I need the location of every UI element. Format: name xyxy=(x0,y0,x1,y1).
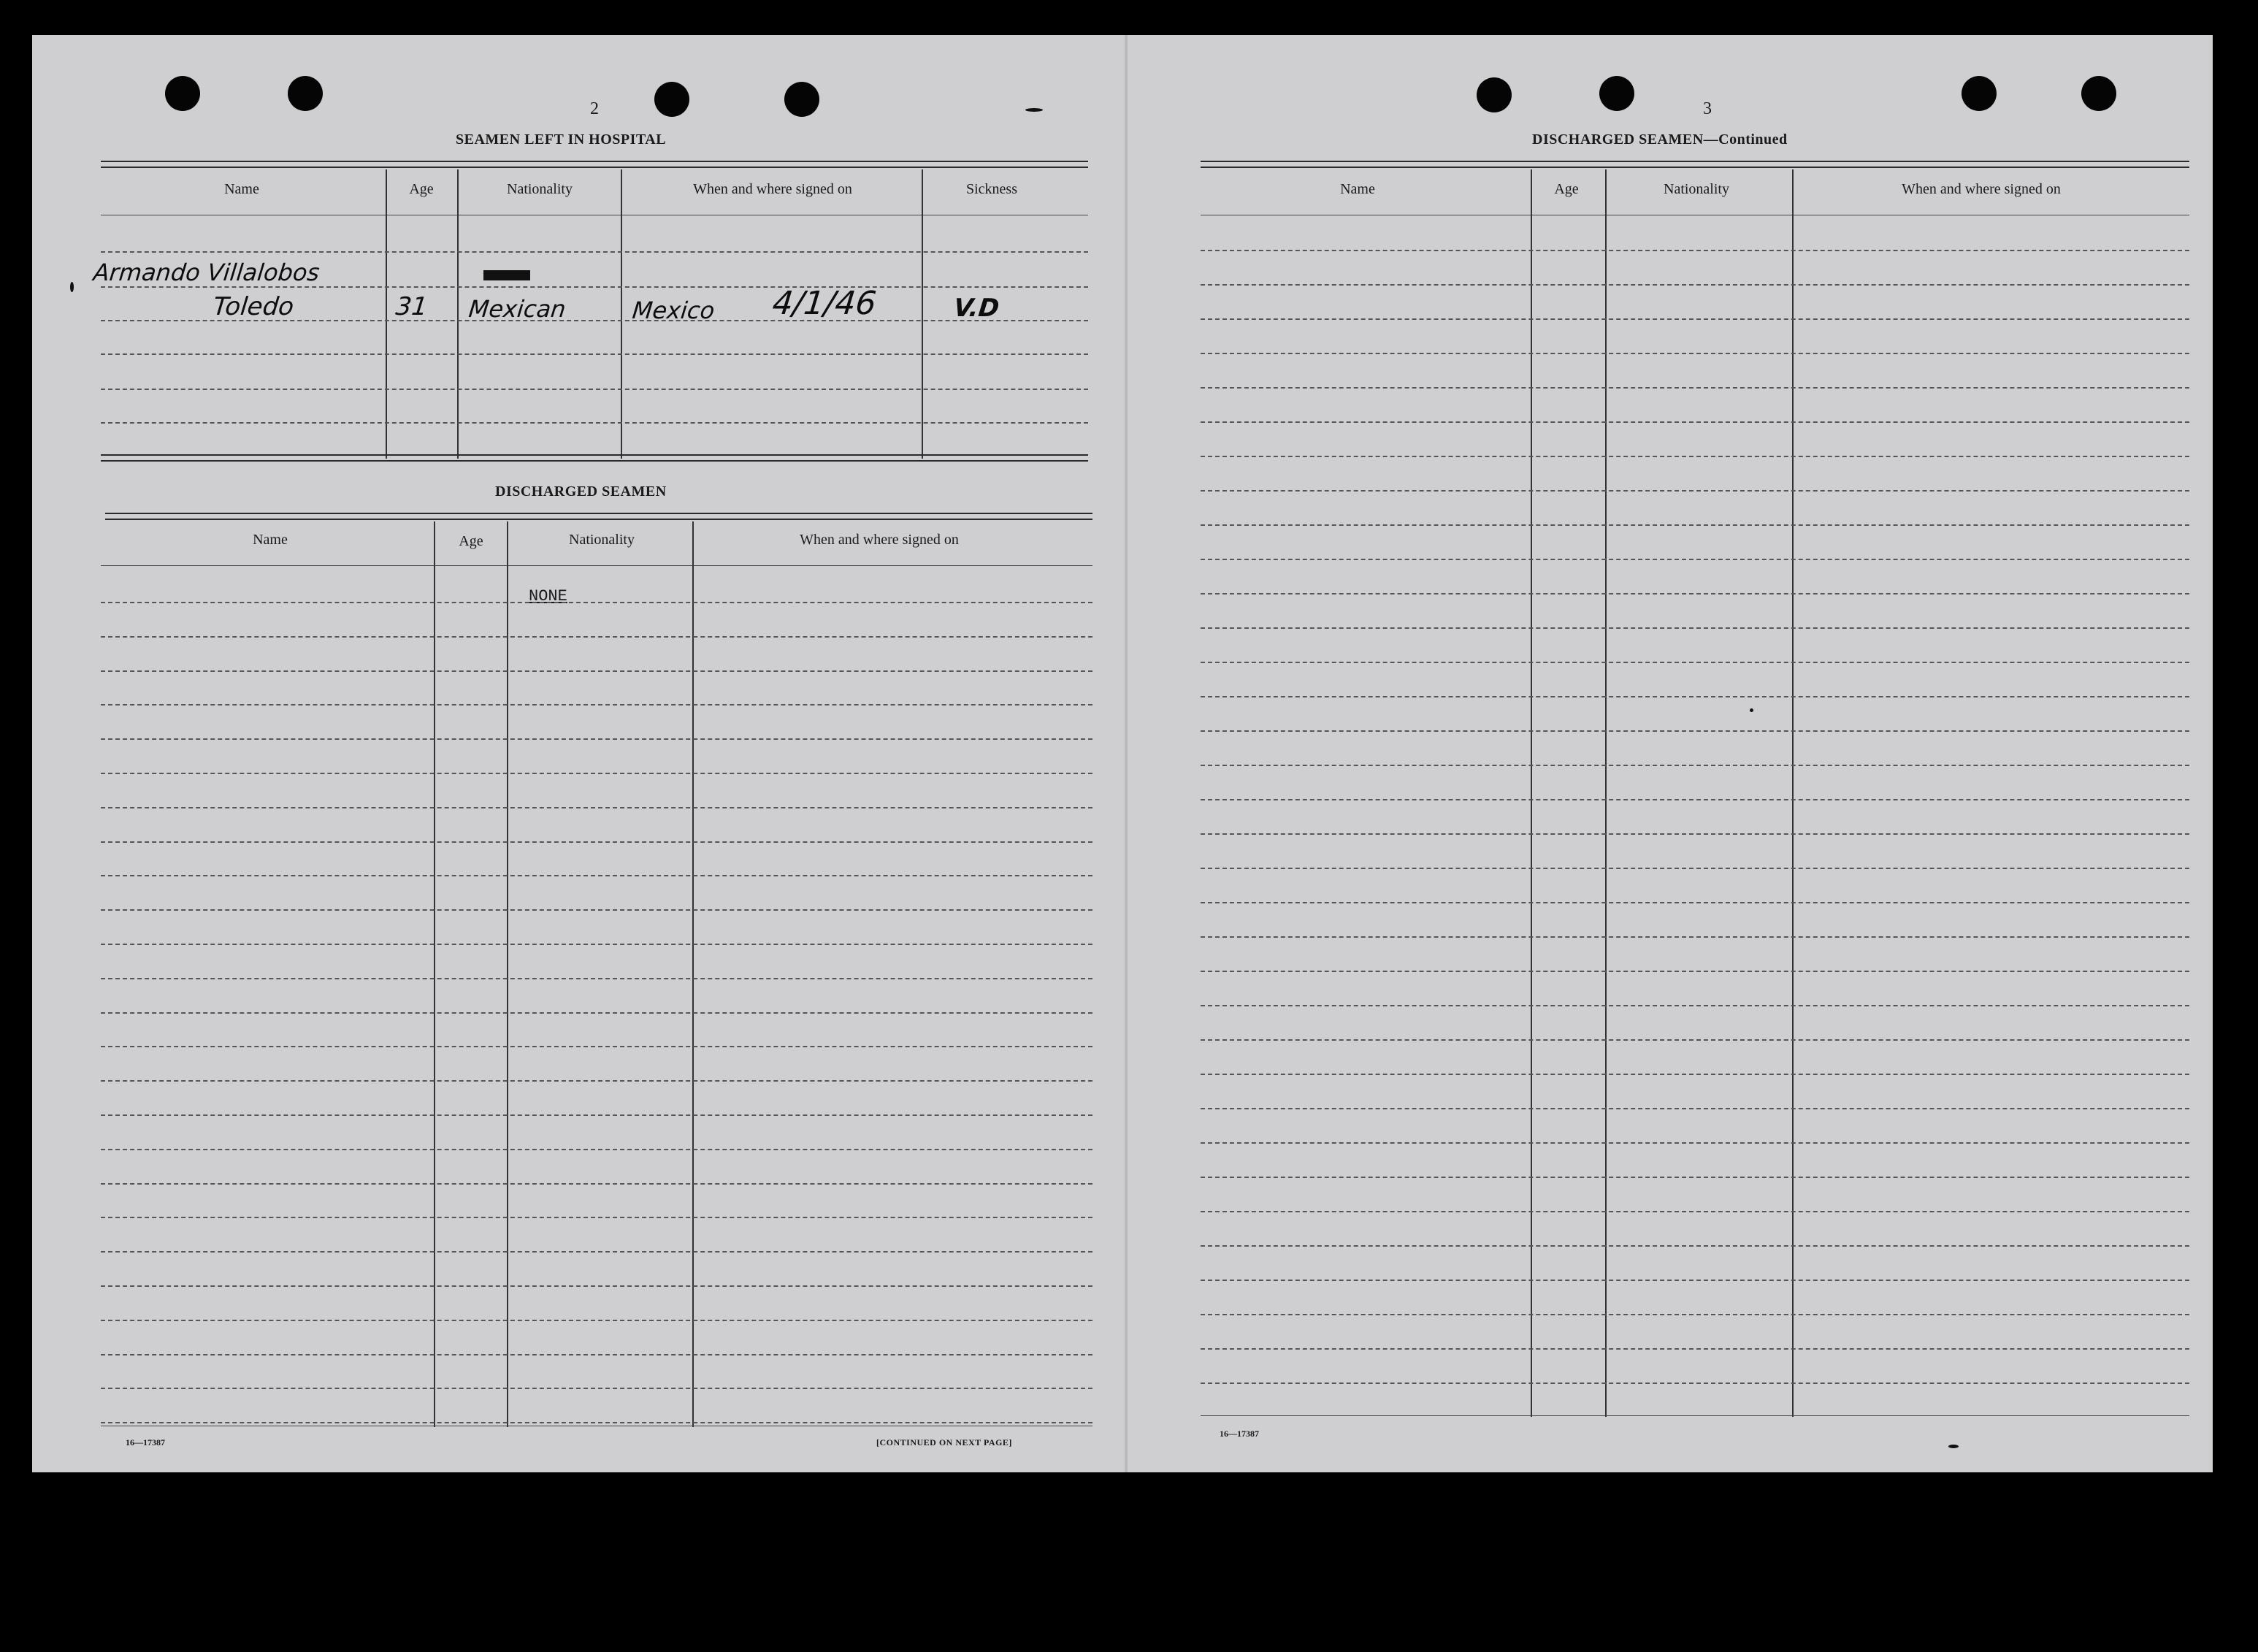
hospital-entry-sickness: V.D xyxy=(952,294,1001,323)
table-row-line xyxy=(1201,318,2189,320)
right-col-divider xyxy=(1792,169,1794,1417)
table-row-line xyxy=(101,1320,1092,1321)
hospital-row-line xyxy=(101,389,1088,390)
punch-hole xyxy=(2081,76,2116,111)
form-code: 16—17387 xyxy=(1220,1429,1259,1439)
hospital-entry-nationality: Mexican xyxy=(467,295,567,323)
hospital-row-line xyxy=(101,353,1088,355)
discharged-col-divider xyxy=(507,521,508,1427)
discharged-table-top-rule xyxy=(105,513,1092,520)
table-row-line xyxy=(101,978,1092,979)
table-row-line xyxy=(1201,1280,2189,1281)
table-row-line xyxy=(101,1080,1092,1082)
right-page xyxy=(1128,35,2213,1472)
table-row-line xyxy=(1201,1383,2189,1384)
table-row-line xyxy=(101,875,1092,876)
continued-note: [CONTINUED ON NEXT PAGE] xyxy=(876,1437,1012,1448)
hospital-entry-name-line2: Toledo xyxy=(211,292,296,321)
right-col-age: Age xyxy=(1554,181,1579,197)
discharged-continued-title: DISCHARGED SEAMEN—Continued xyxy=(1532,131,1788,148)
ink-speck xyxy=(1025,108,1043,112)
right-col-nationality: Nationality xyxy=(1664,181,1729,197)
hospital-row-line xyxy=(101,286,1088,288)
hospital-col-divider xyxy=(922,169,923,459)
discharged-header-rule xyxy=(101,565,1092,566)
page-number: 2 xyxy=(590,99,599,118)
discharged-col-age: Age xyxy=(459,533,483,549)
hospital-entry-signed-place: Mexico xyxy=(631,297,716,324)
hospital-col-name: Name xyxy=(224,181,259,197)
punch-hole xyxy=(1599,76,1634,111)
hospital-col-nationality: Nationality xyxy=(507,181,573,197)
table-row-line xyxy=(101,670,1092,672)
table-row-line xyxy=(101,1217,1092,1218)
right-col-divider xyxy=(1531,169,1532,1417)
table-row-line xyxy=(1201,1348,2189,1350)
hospital-col-signed-on: When and where signed on xyxy=(693,181,852,197)
table-row-line xyxy=(1201,1314,2189,1315)
punch-hole xyxy=(1477,77,1512,112)
form-code: 16—17387 xyxy=(126,1437,165,1448)
hospital-entry-name: Armando Villalobos xyxy=(92,259,321,286)
right-col-signed-on: When and where signed on xyxy=(1902,181,2061,197)
hospital-col-sickness: Sickness xyxy=(966,181,1017,197)
punch-hole xyxy=(784,82,819,117)
table-row-line xyxy=(1201,456,2189,457)
page-number: 3 xyxy=(1703,99,1712,118)
table-row-line xyxy=(101,704,1092,705)
table-row-line xyxy=(1201,524,2189,526)
hospital-table-bottom-rule xyxy=(101,454,1088,462)
table-row-line xyxy=(101,841,1092,843)
hospital-table-top-rule xyxy=(101,161,1088,168)
table-row-line xyxy=(101,1012,1092,1014)
right-table-top-rule xyxy=(1201,161,2189,168)
discharged-entry-none: NONE xyxy=(529,587,567,605)
table-row-line xyxy=(1201,799,2189,800)
hospital-section-title: SEAMEN LEFT IN HOSPITAL xyxy=(456,131,667,148)
table-row-line xyxy=(1201,250,2189,251)
table-row-line xyxy=(1201,490,2189,492)
hospital-col-divider xyxy=(386,169,387,459)
table-row-line xyxy=(101,1046,1092,1047)
redaction-mark xyxy=(483,270,530,280)
table-row-line xyxy=(101,1422,1092,1423)
table-row-line xyxy=(101,909,1092,911)
punch-hole xyxy=(654,82,689,117)
hospital-row-line xyxy=(101,251,1088,253)
table-row-line xyxy=(1201,1177,2189,1178)
table-row-line xyxy=(101,807,1092,808)
discharged-col-name: Name xyxy=(253,532,288,548)
table-row-line xyxy=(1201,1039,2189,1041)
punch-hole xyxy=(1962,76,1997,111)
table-row-line xyxy=(1201,765,2189,766)
hospital-entry-signed-date: 4/1/46 xyxy=(770,285,879,322)
punch-hole xyxy=(288,76,323,111)
table-row-line xyxy=(1201,1142,2189,1144)
table-row-line xyxy=(101,1114,1092,1116)
table-row-line xyxy=(1201,593,2189,594)
table-row-line xyxy=(1201,902,2189,903)
right-col-name: Name xyxy=(1340,181,1375,197)
table-row-line xyxy=(1201,1245,2189,1247)
table-row-line xyxy=(1201,284,2189,286)
table-row-line xyxy=(101,602,1092,603)
left-page xyxy=(32,35,1133,1472)
table-row-line xyxy=(101,1149,1092,1150)
ink-mark xyxy=(70,282,74,292)
table-row-line xyxy=(101,738,1092,740)
table-row-line xyxy=(101,1388,1092,1389)
table-row-line xyxy=(101,1354,1092,1355)
table-row-line xyxy=(1201,559,2189,560)
table-row-line xyxy=(1201,387,2189,389)
table-row-line xyxy=(1201,1074,2189,1075)
discharged-col-signed-on: When and where signed on xyxy=(800,532,959,548)
hospital-row-line xyxy=(101,422,1088,424)
ink-speck xyxy=(1750,708,1753,712)
discharged-section-title: DISCHARGED SEAMEN xyxy=(495,483,667,500)
table-row-line xyxy=(1201,627,2189,629)
hospital-col-divider xyxy=(621,169,622,459)
table-row-line xyxy=(101,1183,1092,1185)
table-row-line xyxy=(1201,936,2189,938)
discharged-col-divider xyxy=(692,521,694,1427)
discharged-col-nationality: Nationality xyxy=(569,532,635,548)
punch-hole xyxy=(165,76,200,111)
table-row-line xyxy=(1201,971,2189,972)
discharged-col-divider xyxy=(434,521,435,1427)
hospital-col-age: Age xyxy=(409,181,434,197)
table-row-line xyxy=(101,1251,1092,1253)
hospital-col-divider xyxy=(457,169,459,459)
table-row-line xyxy=(1201,730,2189,732)
hospital-entry-age: 31 xyxy=(394,292,429,321)
ink-speck xyxy=(1948,1445,1959,1448)
table-row-line xyxy=(101,636,1092,638)
table-row-line xyxy=(101,944,1092,945)
table-row-line xyxy=(1201,421,2189,423)
table-row-line xyxy=(1201,1211,2189,1212)
table-row-line xyxy=(1201,833,2189,835)
table-row-line xyxy=(101,773,1092,774)
table-row-line xyxy=(1201,662,2189,663)
table-row-line xyxy=(1201,1005,2189,1006)
right-table-bottom-rule xyxy=(1201,1415,2189,1416)
table-row-line xyxy=(1201,1108,2189,1109)
table-row-line xyxy=(1201,353,2189,354)
right-col-divider xyxy=(1605,169,1607,1417)
table-row-line xyxy=(101,1285,1092,1287)
table-row-line xyxy=(1201,696,2189,697)
table-row-line xyxy=(1201,868,2189,869)
